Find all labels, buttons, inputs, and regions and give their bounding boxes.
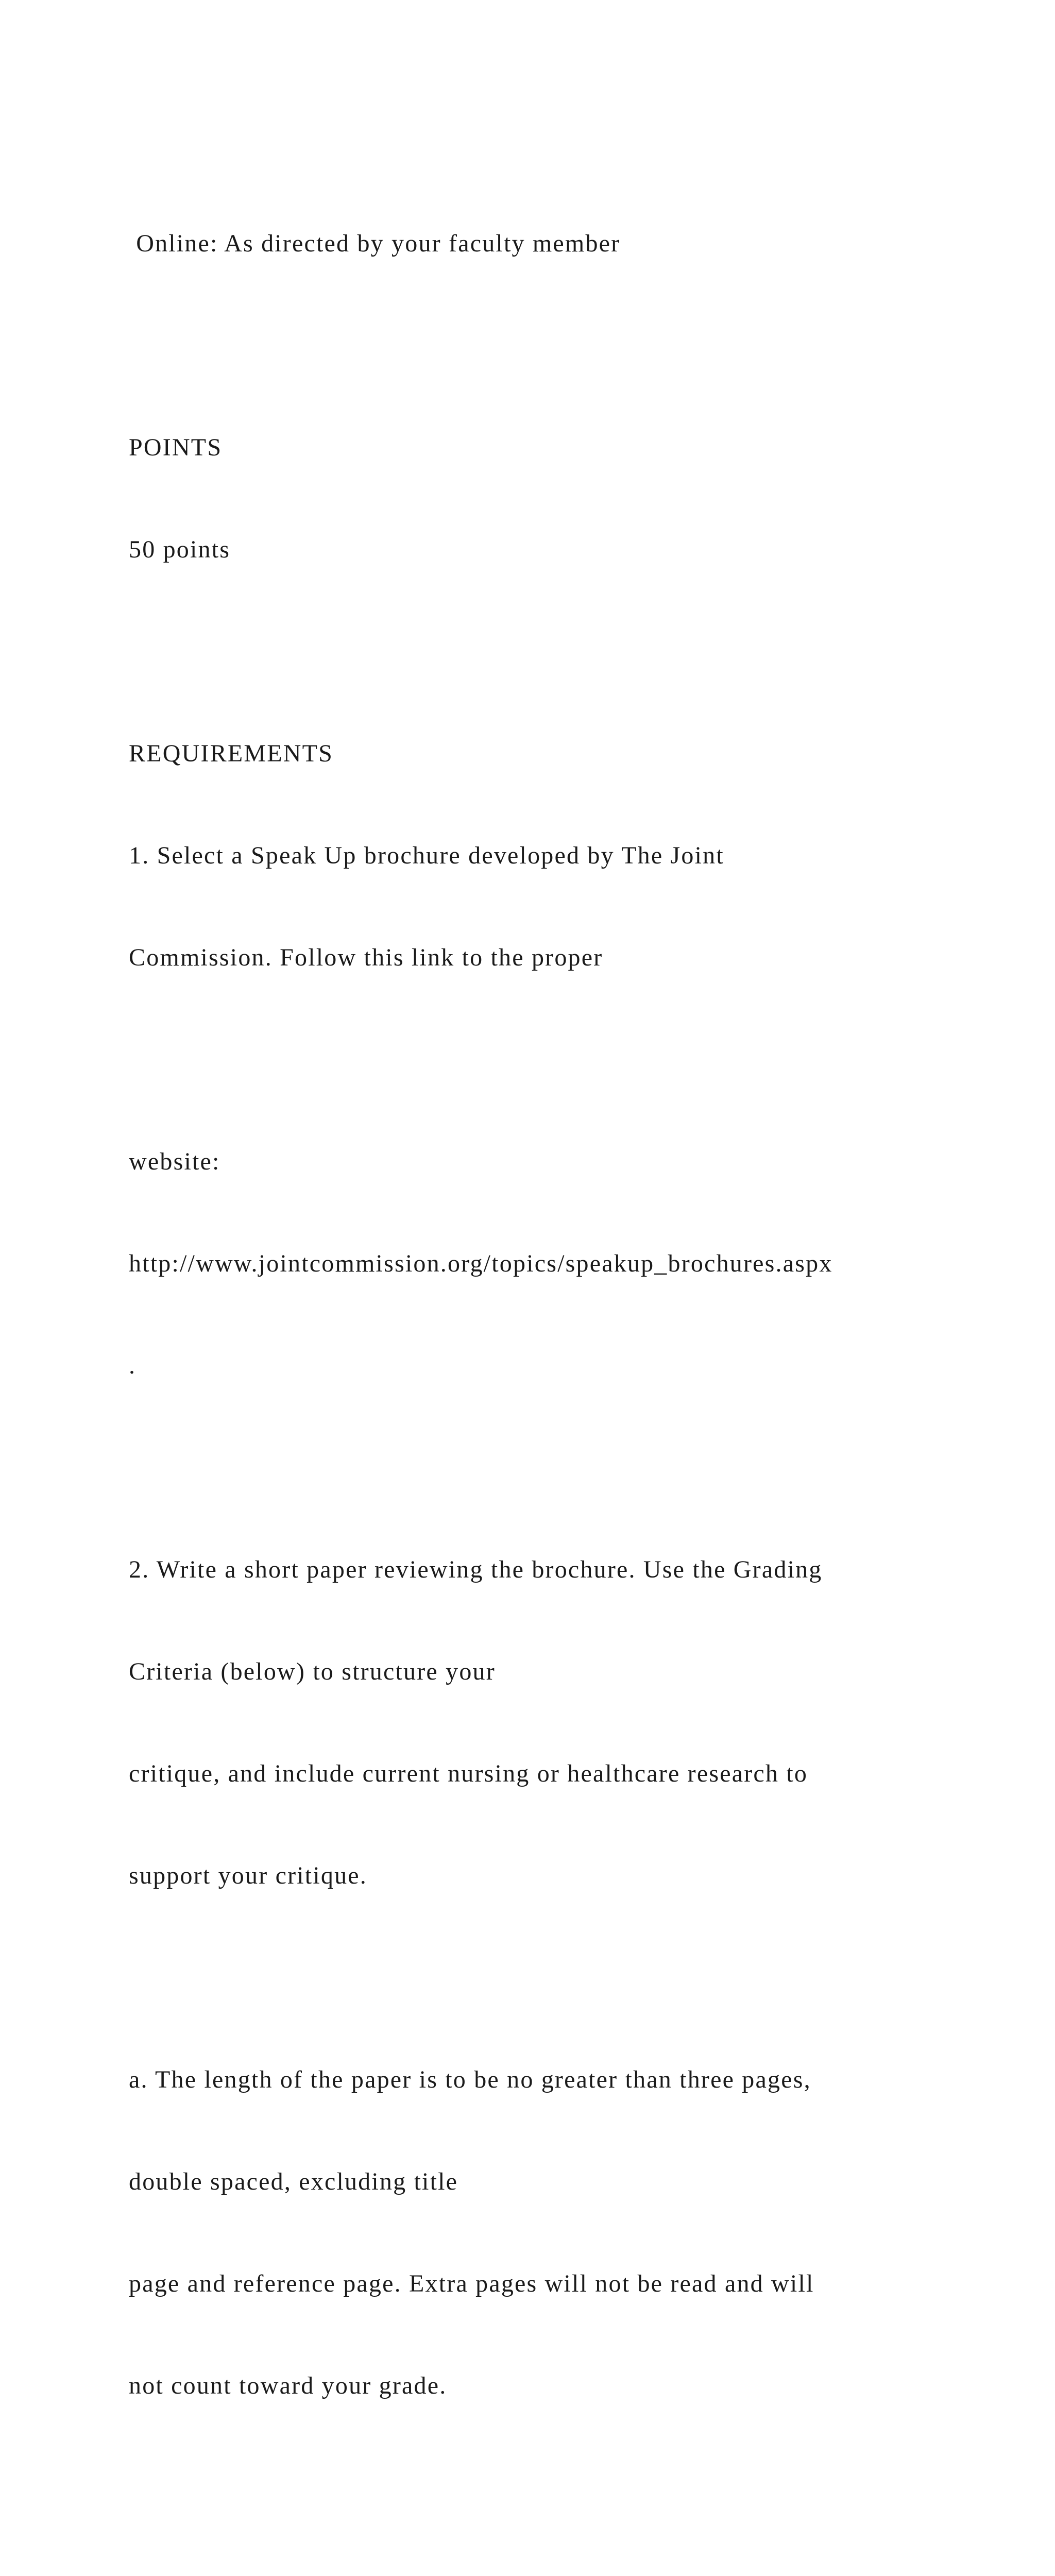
requirement-1-line: Commission. Follow this link to the proper <box>129 944 603 971</box>
points-value: 50 points <box>129 536 231 563</box>
requirement-2-line: 2. Write a short paper reviewing the brochure. Use the Grading <box>129 1556 823 1583</box>
document-body <box>129 159 932 2576</box>
blank-line <box>129 2471 932 2505</box>
requirement-1-line: 1. Select a Speak Up brochure developed by The Joint <box>129 842 724 869</box>
requirement-a-line: not count toward your grade. <box>129 2372 447 2399</box>
requirement-2-line: support your critique. <box>129 1862 367 1889</box>
blank-line <box>129 1451 932 1485</box>
requirement-2-line: Criteria (below) to structure your <box>129 1658 496 1685</box>
blank-line <box>129 1961 932 1995</box>
website-label: website: <box>129 1148 220 1175</box>
blank-line <box>129 1043 932 1077</box>
points-heading: POINTS <box>129 434 223 461</box>
blank-line <box>129 635 932 669</box>
requirement-a-line: page and reference page. Extra pages will not be read and will <box>129 2270 814 2297</box>
requirement-3-line <box>129 2573 932 2576</box>
requirement-2-line: critique, and include current nursing or healthcare research to <box>129 1760 808 1787</box>
requirements-heading: REQUIREMENTS <box>129 740 334 767</box>
online-line: Online: As directed by your faculty member <box>129 230 621 257</box>
website-url-link[interactable]: http://www.jointcommission.org/topics/speakup_brochures.aspx <box>129 1250 833 1277</box>
requirement-a-line: double spaced, excluding title <box>129 2168 458 2195</box>
website-period: . <box>129 1352 137 1379</box>
blank-line <box>129 329 932 363</box>
requirement-a-line: a. The length of the paper is to be no greater than three pages, <box>129 2066 811 2093</box>
